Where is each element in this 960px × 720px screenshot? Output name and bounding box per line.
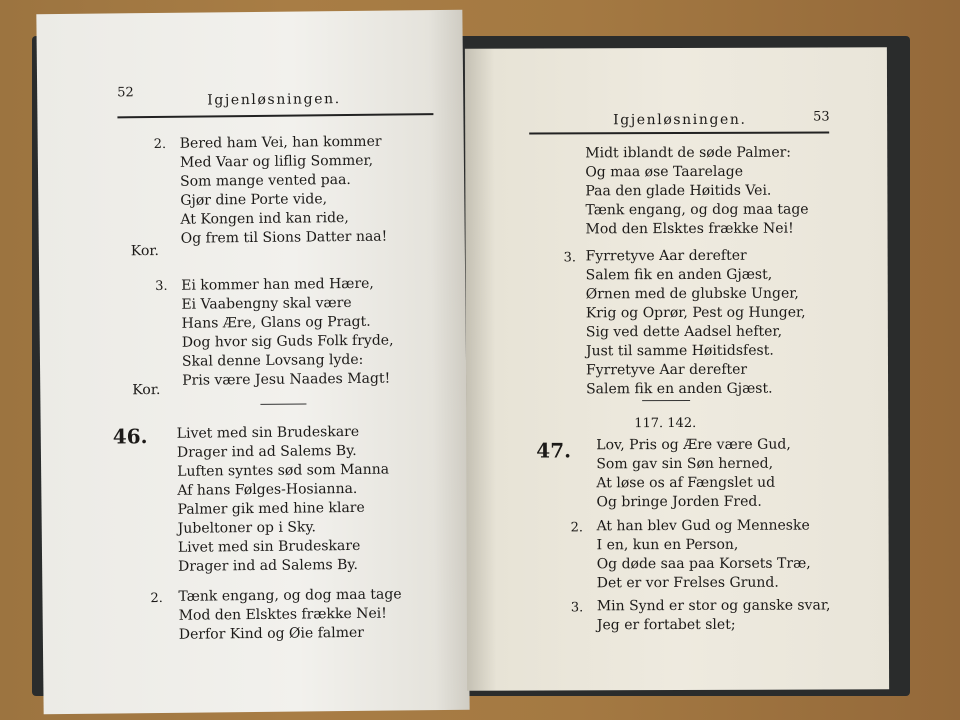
- running-head: Igjenløsningen.: [207, 91, 341, 109]
- verse-line: Og døde saa paa Korsets Træ,: [596, 555, 811, 573]
- verse-line: I en, kun en Person,: [596, 536, 739, 554]
- verse-line: Min Synd er stor og ganske svar,: [596, 597, 831, 615]
- verse-line: Palmer gik med hine klare: [177, 499, 365, 518]
- verse-line: Fyrretyve Aar derefter: [585, 247, 747, 265]
- verse-line: Tænk engang, og dog maa tage: [178, 586, 402, 605]
- verse-line: At Kongen ind kan ride,: [180, 209, 349, 228]
- verse-line: Det er vor Frelses Grund.: [596, 574, 779, 592]
- verse-number: 2.: [150, 590, 163, 607]
- verse-line: Med Vaar og liflig Sommer,: [179, 152, 374, 171]
- chorus-mark: Kor.: [130, 242, 160, 260]
- verse-line: Som gav sin Søn herned,: [596, 455, 774, 473]
- verse-number: 2.: [570, 520, 583, 536]
- section-divider: [642, 400, 690, 401]
- verse-number: 3.: [155, 278, 168, 295]
- verse-line: Dog hvor sig Guds Folk fryde,: [181, 332, 394, 351]
- verse-line: Hans Ære, Glans og Pragt.: [181, 313, 371, 332]
- verse-line: At han blev Gud og Menneske: [596, 517, 810, 535]
- hymn-46-verse-1: [177, 423, 391, 577]
- verse-line: Af hans Følges-Hosianna.: [177, 480, 358, 499]
- verse-line: Og bringe Jorden Fred.: [596, 493, 762, 511]
- hymn-number: 46.: [112, 424, 148, 449]
- verse-line: Livet med sin Brudeskare: [177, 537, 361, 556]
- verse-line: Mod den Elsktes frække Nei!: [585, 220, 794, 238]
- verse-line: Som mange vented paa.: [180, 171, 351, 190]
- verse-line: Jubeltoner op i Sky.: [177, 519, 317, 537]
- verse-continuation: [585, 144, 808, 240]
- verse-number: 2.: [153, 136, 167, 153]
- verse-line: Lov, Pris og Ære være Gud,: [596, 436, 791, 454]
- verse-line: Ei Vaabengny skal være: [181, 294, 352, 313]
- header-rule: [529, 131, 829, 134]
- verse-line: Tænk engang, og dog maa tage: [585, 201, 809, 219]
- verse-line: Gjør dine Porte vide,: [180, 191, 328, 209]
- page-number: 53: [813, 109, 830, 125]
- chorus-mark: Kor.: [132, 381, 161, 399]
- verse-line: Jeg er fortabet slet;: [596, 616, 736, 634]
- verse-line: At løse os af Fængslet ud: [596, 474, 776, 492]
- hymn-47-verse-1: [596, 436, 791, 513]
- section-divider: [260, 403, 306, 404]
- verse-line: Just til samme Høitidsfest.: [585, 342, 774, 360]
- verse-line: Og frem til Sions Datter naa!: [180, 228, 388, 247]
- verse-number: 3.: [570, 600, 584, 616]
- verse-line: Livet med sin Brudeskare: [176, 423, 360, 442]
- tune-reference: 117. 142.: [634, 415, 697, 432]
- verse-line: Derfor Kind og Øie falmer: [178, 624, 365, 643]
- verse-line: Fyrretyve Aar derefter: [585, 361, 748, 379]
- verse-line: Drager ind ad Salems By.: [178, 556, 358, 575]
- verse-line: Salem fik en anden Gjæst,: [585, 266, 773, 284]
- verse-line: Sig ved dette Aadsel hefter,: [585, 323, 783, 341]
- running-head: Igjenløsningen.: [613, 111, 747, 129]
- verse-3: [586, 247, 806, 400]
- hymn-47-verse-2: [597, 517, 811, 594]
- hymn-46-verse-2: [178, 585, 402, 644]
- verse-line: Pris være Jesu Naades Magt!: [182, 370, 391, 389]
- verse-line: Luften syntes sød som Manna: [177, 461, 390, 480]
- verse-line: Ei kommer han med Hære,: [181, 275, 374, 294]
- verse-2: [180, 133, 388, 249]
- header-rule: [117, 113, 433, 118]
- verse-line: Skal denne Lovsang lyde:: [181, 351, 364, 370]
- verse-line: Ørnen med de glubske Unger,: [585, 285, 799, 303]
- hymn-number: 47.: [536, 438, 572, 463]
- right-page: [465, 47, 889, 690]
- verse-line: Mod den Elsktes frække Nei!: [178, 605, 387, 624]
- verse-line: Paa den glade Høitids Vei.: [585, 182, 772, 200]
- verse-line: Krig og Oprør, Pest og Hunger,: [585, 304, 806, 322]
- verse-line: Salem fik en anden Gjæst.: [586, 380, 773, 398]
- page-number: 52: [117, 85, 134, 101]
- verse-line: Drager ind ad Salems By.: [176, 442, 357, 461]
- verse-number: 3.: [563, 250, 577, 266]
- left-page: [36, 10, 469, 714]
- hymn-47-verse-3: [597, 596, 831, 635]
- verse-line: Bered ham Vei, han kommer: [179, 133, 382, 152]
- verse-line: Og maa øse Taarelage: [585, 163, 743, 181]
- verse-line: Midt iblandt de søde Palmer:: [585, 144, 792, 162]
- verse-3: [181, 275, 394, 391]
